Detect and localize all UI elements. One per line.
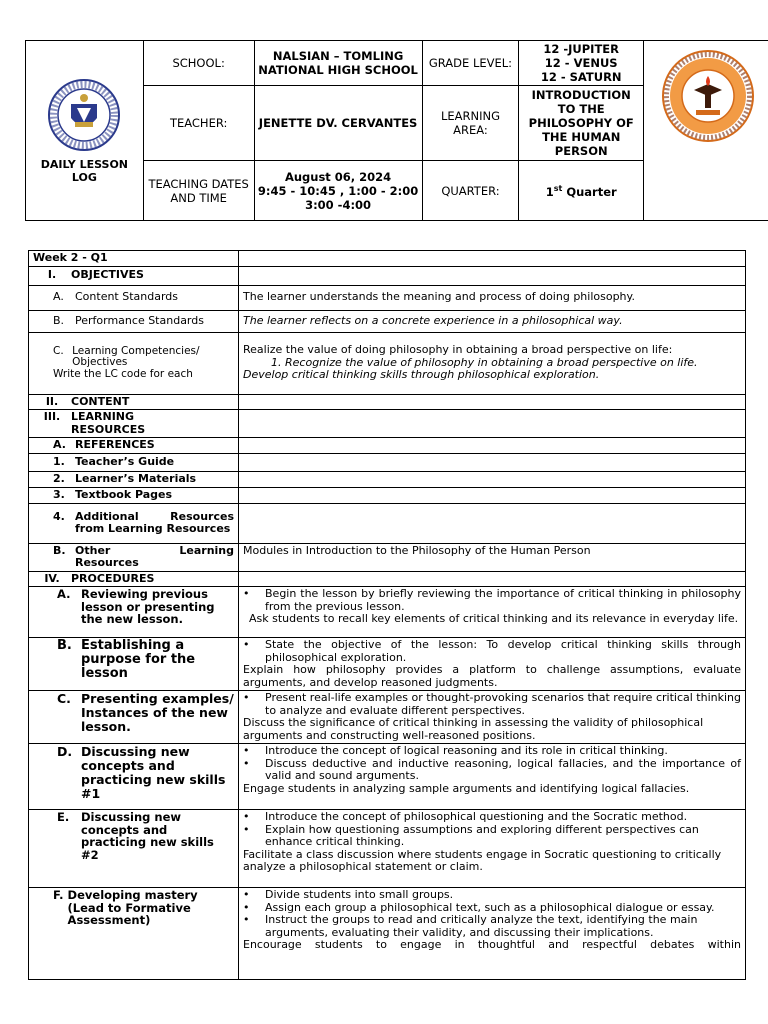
empty-cell xyxy=(239,410,746,438)
quarter-value xyxy=(519,161,644,221)
item-title: Learner’s Materials xyxy=(75,471,197,485)
item-title: Textbook Pages xyxy=(75,487,173,501)
procedure-title: Developing mastery (Lead to Formative Assessment) xyxy=(67,888,198,927)
teaching-dates-value xyxy=(254,161,422,221)
procedure-bullet: • Assign each group a philosophical text, such as a philosophical dialogue or essay. xyxy=(243,902,741,915)
procedure-title: Discussing new concepts and practicing new skills #2 xyxy=(81,810,214,862)
school-value: NALSIAN – TOMLING NATIONAL HIGH SCHOOL xyxy=(254,41,422,86)
learning-area-label: LEARNING AREA: xyxy=(422,86,519,161)
procedure-text: Ask students to recall key elements of critical thinking and its relevance in everyday life. xyxy=(249,612,739,625)
competency-intro: Realize the value of doing philosophy in obtaining a broad perspective on life: xyxy=(243,343,673,357)
procedure-f-label xyxy=(29,888,239,980)
grade-level-values xyxy=(519,41,644,86)
procedure-text: Encourage students to engage in thoughtful and respectful debates within xyxy=(243,938,741,951)
date-line: August 06, 2024 xyxy=(284,169,392,184)
procedure-letter: E. xyxy=(57,810,70,824)
procedure-bullet: • State the objective of the lesson: To develop critical thinking skills through philosophical exploration. xyxy=(243,639,741,664)
competency-outro: Develop critical thinking skills through philosophical exploration. xyxy=(243,368,600,382)
empty-cell xyxy=(239,453,746,471)
objectives-heading xyxy=(29,266,239,285)
teachers-guide-label xyxy=(29,453,239,471)
procedure-e-label xyxy=(29,810,239,888)
learning-competencies-value xyxy=(239,332,746,394)
empty-cell xyxy=(239,487,746,503)
procedure-text: Facilitate a class discussion where students engage in Socratic questioning to critically analyze a philosophical statement or claim. xyxy=(243,847,722,873)
procedure-c-label xyxy=(29,691,239,744)
procedure-text: Engage students in analyzing sample arguments and identifying logical fallacies. xyxy=(243,781,690,795)
item-letter: C. xyxy=(53,344,64,357)
procedure-a-content xyxy=(239,587,746,638)
time-line: 3:00 -4:00 xyxy=(305,197,372,212)
grade-value: 12 -JUPITER xyxy=(543,42,620,56)
procedure-text: Discuss the significance of critical thinking in assessing the validity of philosophical arguments and constructing well-reasoned positions. xyxy=(243,716,704,742)
procedure-letter: F. xyxy=(53,888,64,902)
item-title: Content Standards xyxy=(75,290,179,304)
item-title: Learning Competencies/ Objectives xyxy=(72,344,200,369)
references-heading xyxy=(29,438,239,454)
procedure-title: Reviewing previous lesson or presenting the new lesson. xyxy=(81,587,215,626)
procedure-bullet: • Discuss deductive and inductive reasoning, logical fallacies, and the importance of valid and sound arguments. xyxy=(243,758,741,783)
section-title: CONTENT xyxy=(71,394,130,408)
school-logo-cell xyxy=(644,41,768,221)
performance-standards-label xyxy=(29,310,239,332)
section-number: IV. xyxy=(44,571,60,585)
daily-lesson-log-label: DAILY LESSON LOG xyxy=(40,157,129,184)
item-number: 2. xyxy=(53,471,65,485)
learning-area-value: INTRODUCTION TO THE PHILOSOPHY OF THE HUMAN PERSON xyxy=(519,86,644,161)
teacher-value: JENETTE DV. CERVANTES xyxy=(254,86,422,161)
item-title: Teacher’s Guide xyxy=(75,454,175,468)
procedure-bullet: • Divide students into small groups. xyxy=(243,889,741,902)
empty-cell xyxy=(239,251,746,267)
section-title: PROCEDURES xyxy=(71,571,155,585)
section-title: OBJECTIVES xyxy=(71,268,144,282)
lc-code-note: Write the LC code for each xyxy=(53,367,193,380)
lesson-log-table xyxy=(28,250,746,980)
item-title: REFERENCES xyxy=(75,438,155,451)
procedure-title: Discussing new concepts and practicing new skills #1 xyxy=(81,744,226,801)
logo-cell xyxy=(26,41,144,221)
procedures-heading xyxy=(29,571,239,587)
learning-competencies-label xyxy=(29,332,239,394)
item-title: Additional Resources from Learning Resources xyxy=(75,509,234,535)
procedure-bullet: • Introduce the concept of philosophical questioning and the Socratic method. xyxy=(243,811,741,824)
quarter-word: Quarter xyxy=(566,184,617,199)
grade-value: 12 - SATURN xyxy=(540,70,622,84)
procedure-title: Presenting examples/ Instances of the new lesson. xyxy=(81,691,234,734)
empty-cell xyxy=(239,266,746,285)
content-heading xyxy=(29,394,239,410)
section-number: II. xyxy=(45,394,59,408)
item-letter: B. xyxy=(53,313,65,327)
procedure-bullet: • Instruct the groups to read and critically analyze the text, identifying the main arguments, evaluating their validity, and discussing their implications. xyxy=(243,914,741,939)
item-number: 3. xyxy=(53,487,65,501)
other-resources-label xyxy=(29,543,239,571)
performance-standards-value: The learner reflects on a concrete experience in a philosophical way. xyxy=(239,310,746,332)
empty-cell xyxy=(239,471,746,487)
time-line: 9:45 - 10:45 , 1:00 - 2:00 xyxy=(257,183,419,198)
section-number: I. xyxy=(47,268,57,282)
procedure-c-content xyxy=(239,691,746,744)
quarter-label: QUARTER: xyxy=(422,161,519,221)
procedure-bullet: • Explain how questioning assumptions and exploring different perspectives can enhance critical thinking. xyxy=(243,824,741,849)
teacher-label: TEACHER: xyxy=(143,86,254,161)
grade-value: 12 - VENUS xyxy=(544,56,618,70)
procedure-letter: A. xyxy=(57,587,71,601)
quarter-number: 1 xyxy=(545,184,554,199)
competency-item: 1. Recognize the value of philosophy in obtaining a broad perspective on life. xyxy=(285,357,741,370)
empty-cell xyxy=(239,438,746,454)
empty-cell xyxy=(239,571,746,587)
item-letter: A. xyxy=(53,290,64,304)
item-number: 4. xyxy=(53,509,65,523)
item-number: 1. xyxy=(53,454,65,468)
teaching-dates-label: TEACHING DATES AND TIME xyxy=(143,161,254,221)
procedure-b-content xyxy=(239,638,746,691)
procedure-text: Explain how philosophy provides a platform to challenge assumptions, evaluate arguments, and develop reasoned judgments. xyxy=(243,663,741,689)
other-resources-value: Modules in Introduction to the Philosophy of the Human Person xyxy=(239,543,746,571)
procedure-letter: D. xyxy=(57,744,73,759)
procedure-title: Establishing a purpose for the lesson xyxy=(81,638,196,681)
item-title: Performance Standards xyxy=(75,313,204,327)
additional-resources-label xyxy=(29,503,239,543)
quarter-suffix: st xyxy=(553,184,563,194)
empty-cell xyxy=(239,503,746,543)
grade-level-label: GRADE LEVEL: xyxy=(422,41,519,86)
item-letter: A. xyxy=(53,438,66,451)
item-title: Other Learning Resources xyxy=(75,543,234,569)
textbook-pages-label xyxy=(29,487,239,503)
school-seal-icon xyxy=(658,46,758,146)
school-label: SCHOOL: xyxy=(143,41,254,86)
item-letter: B. xyxy=(53,543,66,557)
procedure-letter: B. xyxy=(57,638,72,653)
deped-seal-icon xyxy=(47,78,121,152)
learners-materials-label xyxy=(29,471,239,487)
content-standards-value: The learner understands the meaning and process of doing philosophy. xyxy=(239,285,746,310)
procedure-bullet: • Begin the lesson by briefly reviewing the importance of critical thinking in philosophy from the previous lesson. xyxy=(243,588,741,613)
week-label: Week 2 - Q1 xyxy=(29,251,239,267)
header-table xyxy=(25,40,768,221)
procedure-d-content xyxy=(239,744,746,810)
procedure-b-label xyxy=(29,638,239,691)
procedure-letter: C. xyxy=(57,691,71,706)
procedure-a-label xyxy=(29,587,239,638)
section-number: III. xyxy=(43,410,61,423)
procedure-bullet: • Introduce the concept of logical reasoning and its role in critical thinking. xyxy=(243,745,741,758)
content-standards-label xyxy=(29,285,239,310)
procedure-bullet: • Present real-life examples or thought-provoking scenarios that require critical thinking to analyze and evaluate different perspectives. xyxy=(243,692,741,717)
procedure-e-content xyxy=(239,810,746,888)
section-title: LEARNING RESOURCES xyxy=(71,410,146,436)
procedure-d-label xyxy=(29,744,239,810)
learning-resources-heading xyxy=(29,410,239,438)
procedure-f-content xyxy=(239,888,746,980)
empty-cell xyxy=(239,394,746,410)
